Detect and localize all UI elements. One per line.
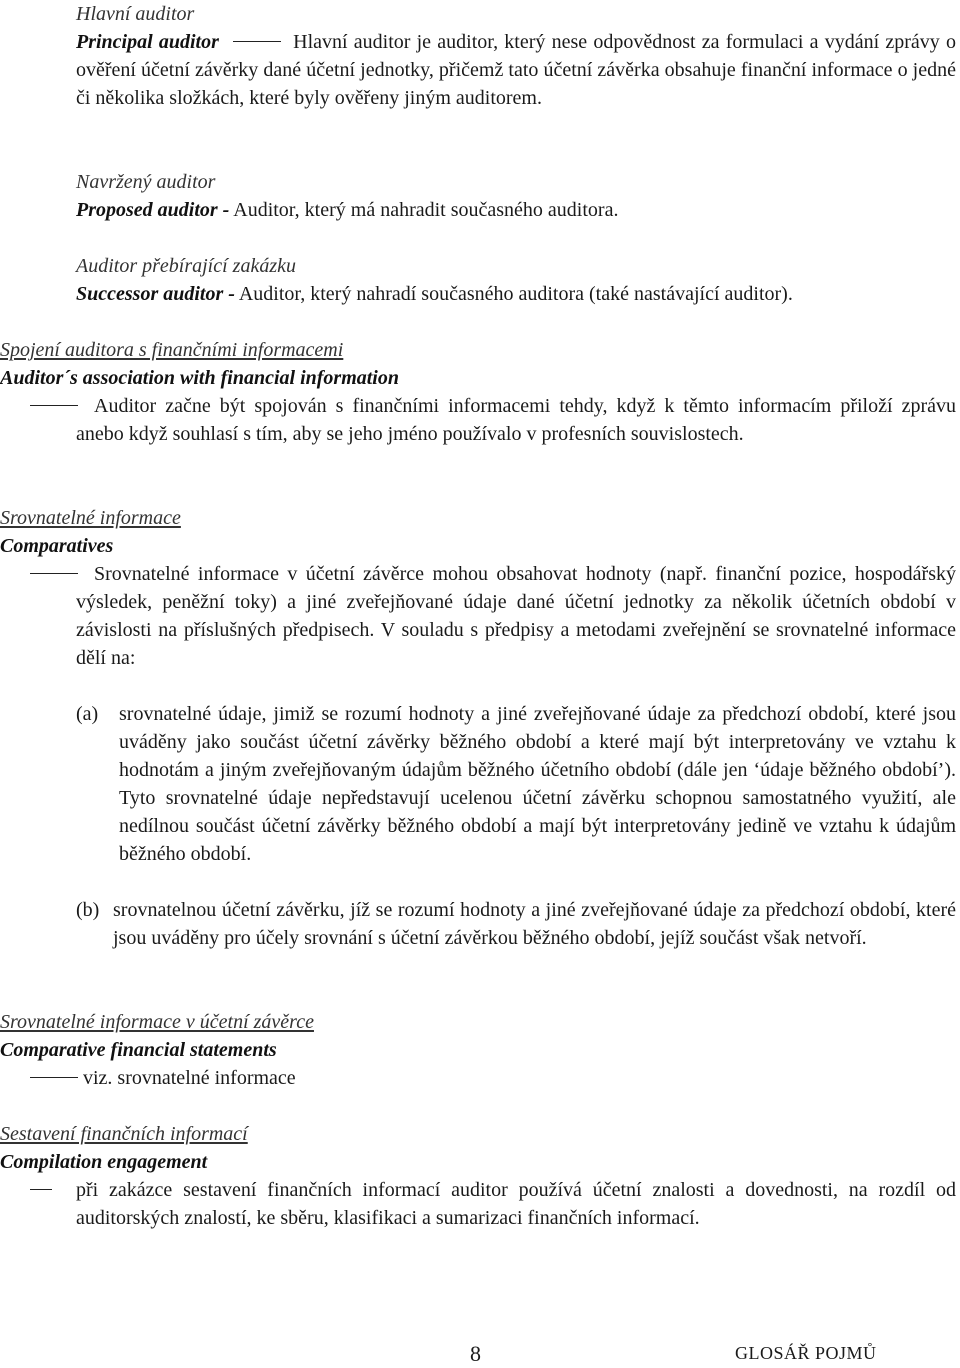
definition-text: Auditor začne být spojován s finančními informacemi tehdy, když k těmto informacím přiloží zprávu anebo když souhlasí s tím, aby se jeho jméno používalo v profesních souvislostech. (76, 395, 956, 445)
term-cz: Hlavní auditor (76, 3, 195, 25)
footer-title: GLOSÁŘ POJMŮ (735, 1343, 877, 1363)
term-cz: Spojení auditora s finančními informacemi (0, 339, 344, 361)
list-item-b: srovnatelnou účetní závěrku, jíž se rozumí hodnoty a jiné zveřejňované údaje za předchozí období, které jsou uváděny pro účely srovnání s účetní závěrkou běžného období, jejíž součást však netvoří. (113, 899, 956, 949)
page-number: 8 (470, 1341, 481, 1366)
term-cz: Srovnatelné informace (0, 507, 181, 529)
term-en: Auditor´s association with financial information (0, 367, 399, 389)
term-definition (76, 196, 956, 224)
term-en: Principal auditor (76, 31, 219, 53)
term-en: Comparatives (0, 535, 114, 557)
term-cz: Navržený auditor (76, 171, 216, 193)
entry-comparatives (0, 504, 956, 672)
entry-successor-auditor (76, 252, 956, 308)
definition-text: Auditor, který nahradí současného auditora (také nastávající auditor). (238, 283, 793, 305)
em-dash (233, 41, 281, 42)
term-en: Compilation engagement (0, 1151, 208, 1173)
definition-text: viz. srovnatelné informace (83, 1067, 296, 1089)
entry-auditor-association (0, 336, 956, 448)
list-item-marker-a: (a) (76, 703, 99, 725)
entry-comparative-financial-statements (0, 1008, 956, 1092)
entry-proposed-auditor (76, 168, 956, 224)
definition-text: při zakázce sestavení finančních informací auditor používá účetní znalosti a dovednosti, na rozdíl od auditorských znalostí, ke sběru, klasifikaci a sumarizaci finančních informací. (76, 1179, 956, 1229)
em-dash (30, 405, 78, 406)
term-cz: Sestavení finančních informací (0, 1123, 248, 1145)
term-en: Successor auditor - (76, 283, 235, 305)
list-item-marker-b: (b) (76, 899, 100, 921)
term-cz: Auditor přebírající zakázku (76, 255, 296, 277)
term-definition (0, 560, 956, 672)
term-definition (0, 1064, 956, 1092)
term-definition (76, 280, 956, 308)
en-dash (30, 1189, 52, 1190)
em-dash (30, 573, 78, 574)
term-definition (0, 392, 956, 448)
term-en: Comparative financial statements (0, 1039, 277, 1061)
term-en: Proposed auditor - (76, 199, 230, 221)
em-dash (30, 1077, 78, 1078)
definition-text: Srovnatelné informace v účetní závěrce mohou obsahovat hodnoty (např. finanční pozice, hospodářský výsledek, peněžní toky) a jiné zveřejňované údaje dané účetní jednotky za několik účetních období v závislosti na příslušných předpisech. V souladu s předpisy a metodami zveřejnění se srovnatelné informace dělí na: (76, 563, 956, 669)
term-cz: Srovnatelné informace v účetní závěrce (0, 1011, 314, 1033)
term-definition (0, 1176, 956, 1232)
entry-principal-auditor (76, 0, 956, 112)
definition-text: Auditor, který má nahradit současného auditora. (233, 199, 619, 221)
entry-compilation-engagement (0, 1120, 956, 1232)
list-item-a: srovnatelné údaje, jimiž se rozumí hodnoty a jiné zveřejňované údaje za předchozí období, které jsou uváděny jako součást účetní závěrky běžného období a které mají být interpretovány ve vztahu k hodnotám a jiným zveřejňovaným údajům běžného účetního období (dále jen ‘údaje běžného období’). Tyto srovnatelné údaje nepředstavují ucelenou účetní závěrku schopnou samostatného využití, ale nedílnou součást účetní závěrky běžného období a mají být interpretovány jedině ve vztahu k údajům běžného období. (119, 703, 956, 865)
definition-text: Hlavní auditor je auditor, který nese odpovědnost za formulaci a vydání zprávy o ověření účetní závěrky dané účetní jednotky, přičemž tato účetní závěrka obsahuje finanční informace o jedné či několika složkách, které byly ověřeny jiným auditorem. (76, 31, 957, 109)
term-definition (76, 28, 956, 112)
